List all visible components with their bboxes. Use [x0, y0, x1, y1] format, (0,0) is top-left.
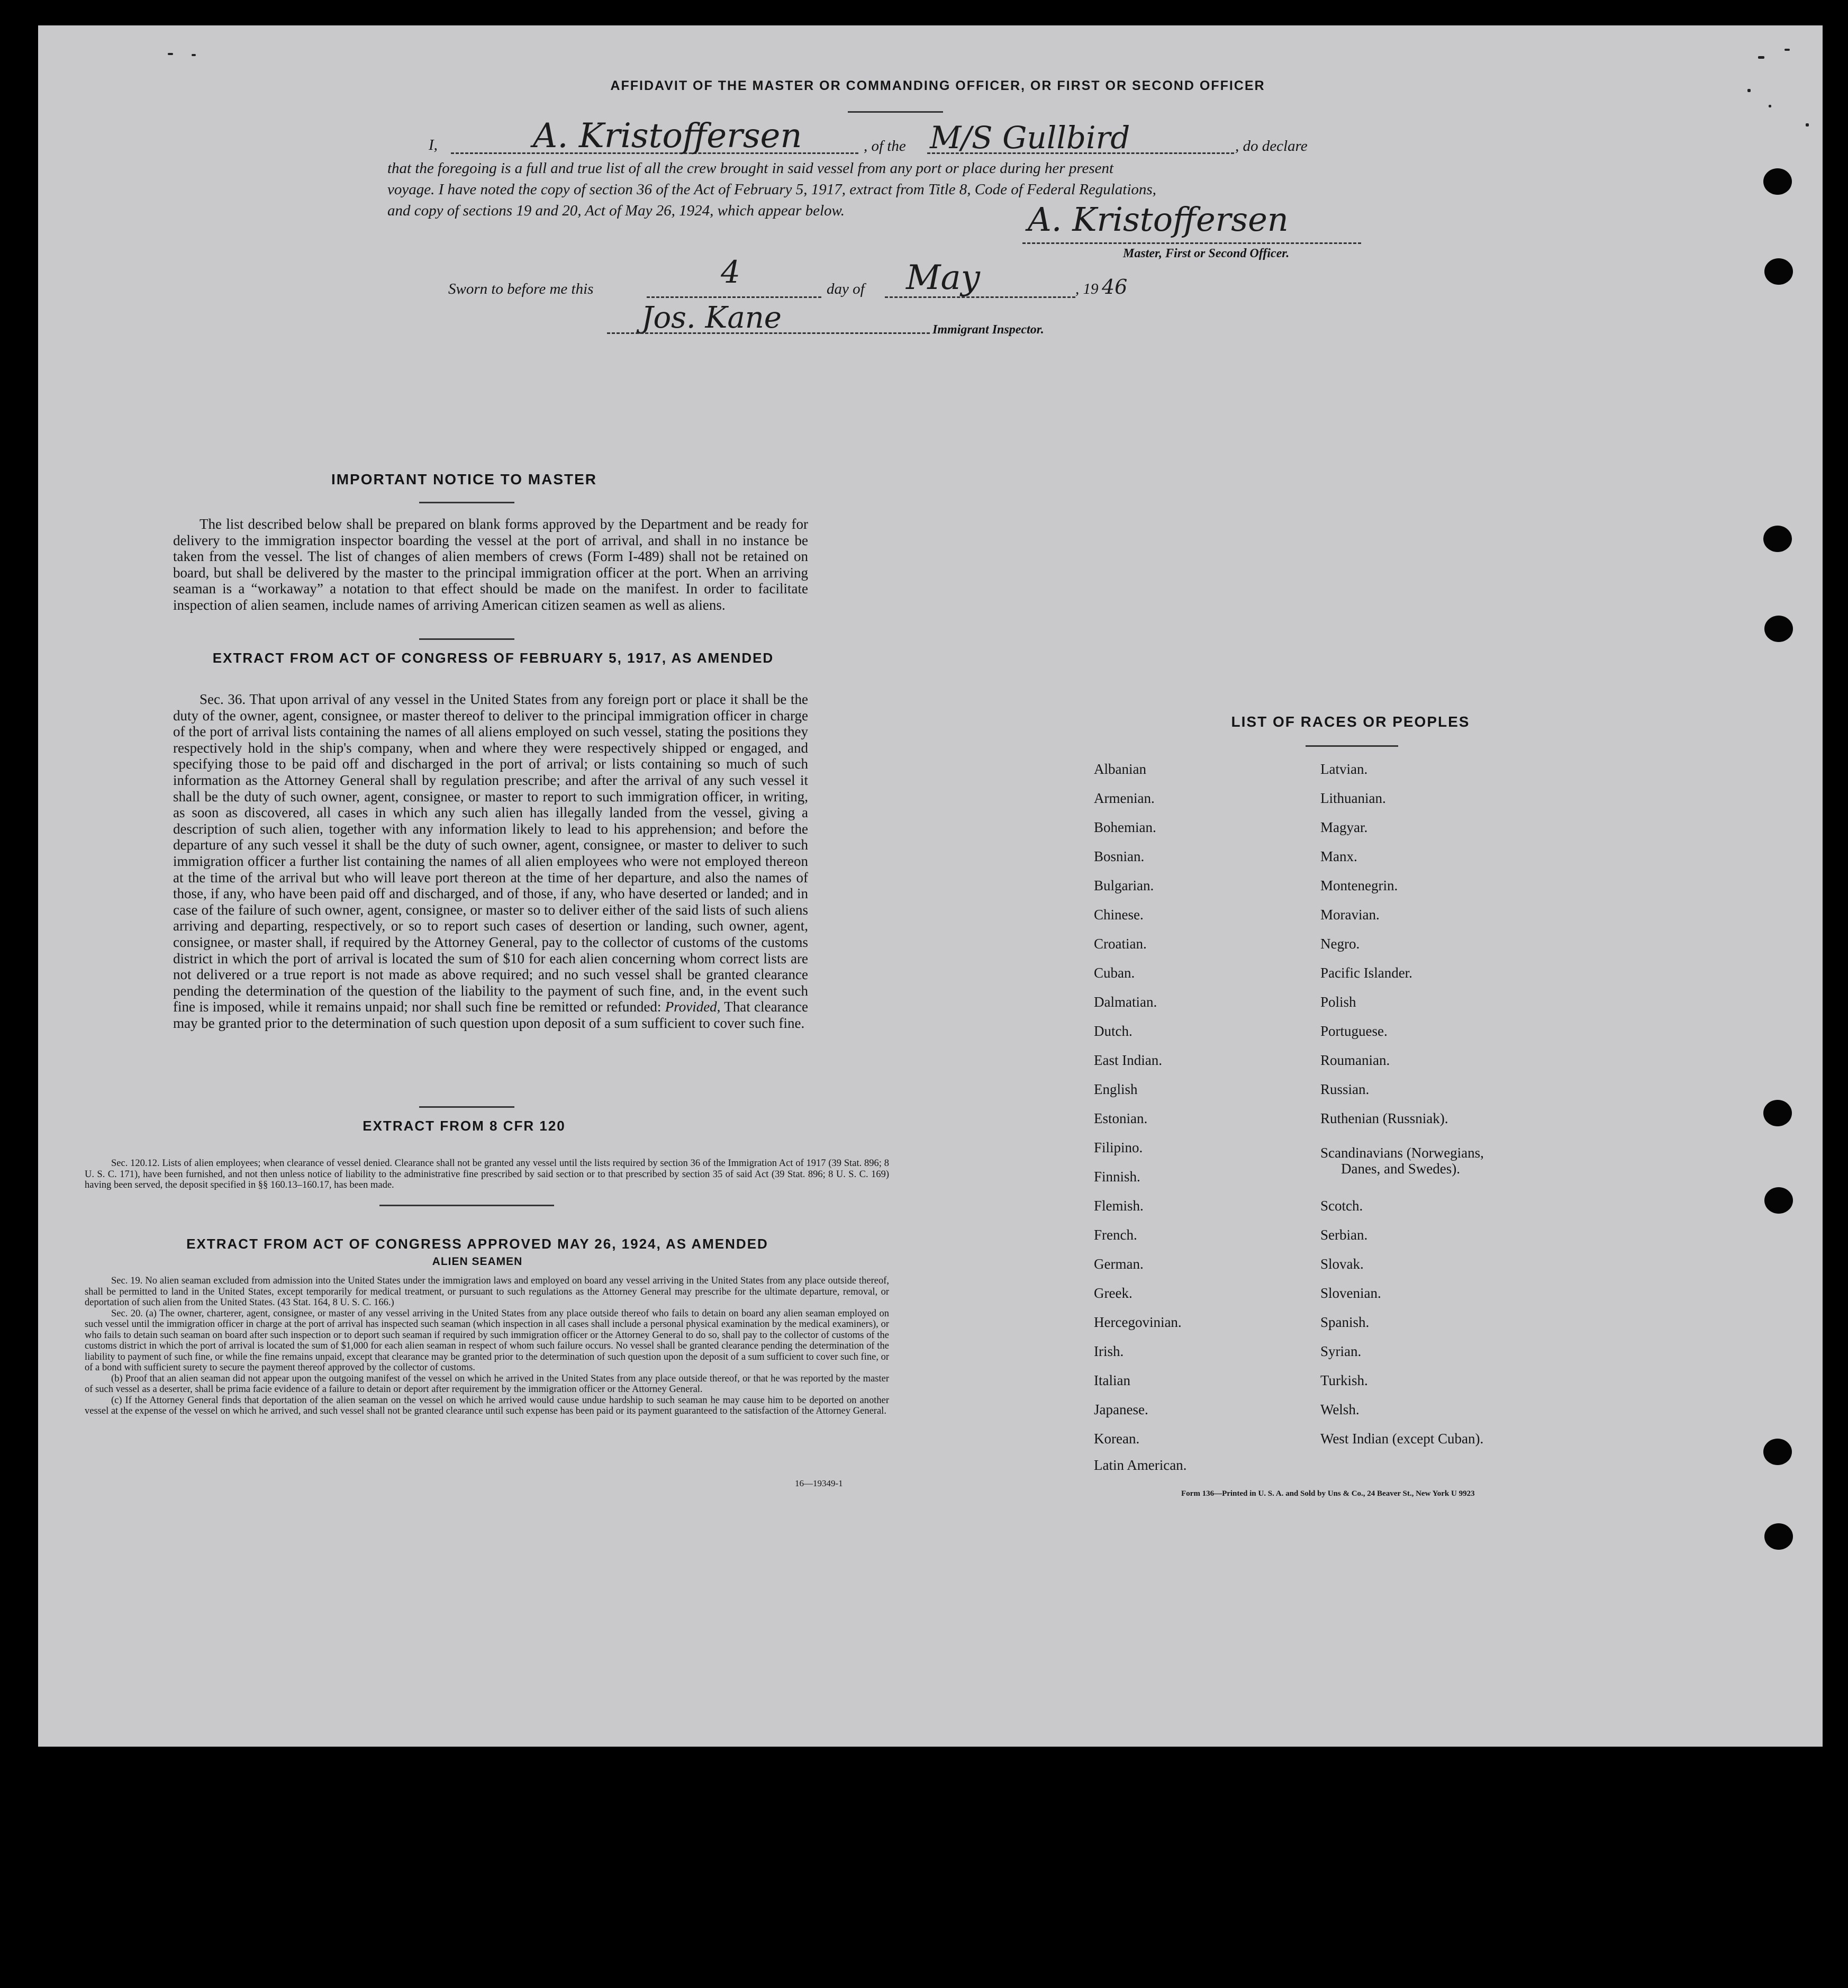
form-code: 16—19349-1 — [795, 1478, 843, 1488]
vessel-name: M/S Gullbird — [930, 120, 1130, 156]
race-right-item: Slovenian. — [1320, 1285, 1381, 1301]
inspector-line — [607, 332, 930, 334]
master-name-signature: A. Kristoffersen — [533, 116, 802, 156]
sec-20c-text: (c) If the Attorney General finds that deportation of the alien seaman on the vessel on which he arrived would cause undue hardship to such seaman he may cause him to be deported on another vessel at the expense of the vessel on which he arrived, and such vessel shall not be granted clearance until such expense has been paid or its payment guaranteed to the satisfaction of the Attorney General. — [85, 1395, 889, 1416]
race-left-item: Dalmatian. — [1094, 994, 1157, 1010]
sec-19-text — [85, 1276, 889, 1308]
statement-line-1: that the foregoing is a full and true list of all the crew brought in said vessel from any port or place during her present — [387, 160, 1114, 177]
notice-divider — [419, 502, 514, 503]
race-right-item: Ruthenian (Russniak). — [1320, 1110, 1448, 1126]
document-page — [38, 25, 1823, 1747]
cfr-end-divider — [379, 1205, 554, 1206]
of-the-label: , of the — [864, 138, 906, 155]
inspector-signature: Jos. Kane — [641, 301, 782, 335]
scan-speck — [192, 54, 196, 56]
year-suffix: 46 — [1102, 275, 1128, 299]
binder-hole — [1764, 1187, 1793, 1214]
race-right-item: Slovak. — [1320, 1256, 1364, 1272]
binder-hole — [1764, 1523, 1793, 1550]
race-left-item: Chinese. — [1094, 907, 1144, 923]
binder-hole — [1763, 526, 1792, 552]
statement-line-2: voyage. I have noted the copy of section 36 of the Act of February 5, 1917, extract from Title 8, Code of Federal Regulations, — [387, 181, 1156, 198]
race-left-item: German. — [1094, 1256, 1144, 1272]
race-right-item: Lithuanian. — [1320, 790, 1386, 806]
sec-20b-text: (b) Proof that an alien seaman did not appear upon the outgoing manifest of the vessel on which he arrived in the United States from any place outside thereof, or that he was reported by the master of such vessel as a deserter, shall be prima facie evidence of a failure to detain or deport after requirement by the immigration officer or the Attorney General. — [85, 1373, 889, 1395]
binder-hole — [1763, 168, 1792, 195]
notice-title: IMPORTANT NOTICE TO MASTER — [331, 471, 597, 487]
title-divider — [848, 111, 943, 113]
race-right-item: Magyar. — [1320, 819, 1368, 835]
printer-line: Form 136—Printed in U. S. A. and Sold by Uns & Co., 24 Beaver St., New York U 9923 — [1181, 1489, 1475, 1498]
sec-120-12-label: Sec. 120.12. — [111, 1158, 160, 1169]
scan-speck — [1747, 89, 1751, 92]
notice-text-block — [173, 516, 808, 613]
master-label: Master, First or Second Officer. — [1123, 247, 1290, 260]
race-left-item: Korean. — [1094, 1431, 1140, 1447]
races-title: LIST OF RACES OR PEOPLES — [1231, 713, 1470, 730]
race-right-item: Russian. — [1320, 1081, 1370, 1097]
sec-20-label: Sec. 20. — [111, 1308, 143, 1319]
sec-20a-body: (a) The owner, charterer, agent, consignee, or master of any vessel arriving in the United States from any place outside thereof who fails to detain on board any alien seaman employed on such vessel until the immigration officer in charge at the port of arrival has inspected such seaman (which inspection in all cases shall include a personal physical examination by the medical examiners), or who fails to detain such seaman on board after such inspection or to deport such seaman if required by such immigration officer or the Attorney General to do so, shall pay to the collector of customs of the customs district in which the port of arrival is located the sum of $1,000 for each alien seaman in respect of whom such failure occurs. No vessel shall be granted clearance pending the determination of the liability to payment of such fine, or while the fine remains unpaid, except that clearance may be granted prior to the determination of such question upon the deposit of a sum sufficient to cover such fine, or of a bond with sufficient surety to secure the payment thereof approved by the collector of customs. — [85, 1308, 889, 1373]
notice-end-divider — [419, 638, 514, 640]
cfr-text — [85, 1158, 889, 1191]
master-signature: A. Kristoffersen — [1028, 200, 1289, 239]
section-36-text-end: That clearance may be granted prior to the determination of such question upon deposit of a sum sufficient to cover such fine. — [173, 999, 809, 1031]
affidavit-title: AFFIDAVIT OF THE MASTER OR COMMANDING OFFICER, OR FIRST OR SECOND OFFICER — [610, 78, 1265, 93]
race-right-item: Welsh. — [1320, 1402, 1360, 1417]
scan-speck — [1784, 49, 1790, 51]
race-left-item: Armenian. — [1094, 790, 1155, 806]
section-36-label: Sec. 36. — [200, 691, 246, 707]
sworn-day: 4 — [721, 254, 740, 290]
race-left-item: Irish. — [1094, 1343, 1124, 1359]
race-right-item: Danes, and Swedes). — [1341, 1161, 1460, 1177]
binder-hole — [1763, 1100, 1792, 1126]
race-left-item: Bosnian. — [1094, 848, 1145, 864]
race-right-item: Polish — [1320, 994, 1356, 1010]
race-left-item: East Indian. — [1094, 1052, 1162, 1068]
inspector-label: Immigrant Inspector. — [932, 323, 1044, 337]
day-of-label: day of — [827, 281, 865, 297]
race-left-item: Greek. — [1094, 1285, 1133, 1301]
provided-label: Provided, — [665, 999, 721, 1015]
section-36-text: That upon arrival of any vessel in the United States from any foreign port or place it shall be the duty of the owner, agent, consignee, or master thereof to deliver to the principal immigration officer in charge of the port of arrival lists containing the names of all aliens employed on such vessel, stating the positions they respectively hold in the ship's company, when and where they were respectively shipped or engaged, and specifying those to be paid off and discharged in the port of arrival; or lists containing so much of such information as the Attorney General shall by regulation prescribe; and after the arrival of any such vessel it shall be the duty of such owner, agent, consignee, or master to report to such immigration officer, in writing, as soon as discovered, all cases in which any such alien has illegally landed from the vessel, giving a description of such alien, together with any information likely to lead to his apprehension; and before the departure of any such vessel it shall be the duty of such owner, agent, consignee, or master to deliver to such immigration officer a further list containing the names of all alien employees who were not employed thereon at the time of the arrival but who will leave port thereon at the time of her departure, and also the names of those, if any, who have been paid off and discharged, and of those, if any, who have deserted or landed; and in case of the failure of such owner, agent, consignee, or master so to deliver either of the said lists of such aliens arriving and departing, respectively, or so to report such cases of desertion or landing, such owner, agent, consignee, or master shall, if required by the Attorney General, pay to the collector of customs of the customs district in which the port of arrival is located the sum of $10 for each alien concerning whom correct lists are not delivered or a true report is not made as above required; and no such vessel shall be granted clearance pending the determination of the question of the liability to the payment of such fine, and, in the event such fine is imposed, while it remains unpaid; nor shall such fine be remitted or refunded: — [173, 691, 809, 1015]
extract-1924-title: EXTRACT FROM ACT OF CONGRESS APPROVED MAY 26, 1924, AS AMENDED — [186, 1236, 768, 1252]
sworn-month: May — [906, 258, 980, 297]
race-right-item: Serbian. — [1320, 1227, 1368, 1243]
sec-19-label: Sec. 19. — [111, 1276, 143, 1286]
race-left-item: Albanian — [1094, 761, 1146, 777]
race-left-item: Dutch. — [1094, 1023, 1133, 1039]
race-left-item: Flemish. — [1094, 1198, 1144, 1214]
race-right-item: Montenegrin. — [1320, 878, 1398, 893]
race-right-item: Roumanian. — [1320, 1052, 1390, 1068]
race-left-item: Cuban. — [1094, 965, 1135, 981]
scan-speck — [1806, 123, 1809, 126]
extract-1917-title: EXTRACT FROM ACT OF CONGRESS OF FEBRUARY 5, 1917, AS AMENDED — [212, 650, 774, 666]
race-right-item: Scotch. — [1320, 1198, 1363, 1214]
extract-1924-subtitle: ALIEN SEAMEN — [432, 1255, 523, 1268]
sec-120-12-text: Lists of alien employees; when clearance of vessel denied. Clearance shall not be granted any vessel until the lists required by section 36 of the Immigration Act of 1917 (39 Stat. 896; 8 U. S. C. 171), have been furnished, and not then unless notice of liability to the administrative fine prescribed by said section or to that prescribed by section 35 of said Act (39 Stat. 896; 8 U. S. C. 169) having been served, the deposit specified in §§ 160.13–160.17, has been made. — [85, 1158, 889, 1190]
race-right-item: Scandinavians (Norwegians, — [1320, 1145, 1484, 1161]
race-left-item: Estonian. — [1094, 1110, 1148, 1126]
binder-hole — [1764, 258, 1793, 285]
race-right-item: Latvian. — [1320, 761, 1368, 777]
scan-speck — [1769, 105, 1771, 107]
race-left-item: Croatian. — [1094, 936, 1147, 952]
master-signature-line — [1022, 242, 1361, 244]
extract-1917-text — [173, 691, 808, 1031]
race-left-item: Finnish. — [1094, 1169, 1140, 1185]
i-label: I, — [429, 137, 438, 153]
race-left-item: Italian — [1094, 1372, 1130, 1388]
scan-speck — [168, 53, 173, 55]
race-right-item: Turkish. — [1320, 1372, 1368, 1388]
race-right-item: Moravian. — [1320, 907, 1380, 923]
race-right-item: Negro. — [1320, 936, 1360, 952]
race-right-item: Spanish. — [1320, 1314, 1370, 1330]
sec-19-body: No alien seaman excluded from admission into the United States under the immigration laws and employed on board any vessel arriving in the United States from any place outside thereof, shall be permitted to land in the United States, except temporarily for medical treatment, or pursuant to such regulations as the Attorney General may prescribe for the ultimate departure, removal, or deportation of such alien from the United States. (43 Stat. 164, 8 U. S. C. 166.) — [85, 1276, 890, 1308]
year-prefix: , 19 — [1075, 281, 1099, 297]
cfr-title: EXTRACT FROM 8 CFR 120 — [363, 1118, 566, 1134]
race-left-item: Hercegovinian. — [1094, 1314, 1182, 1330]
race-left-item: Latin American. — [1094, 1457, 1187, 1473]
cfr-block — [85, 1158, 889, 1191]
race-left-item: Bohemian. — [1094, 819, 1156, 835]
declare-label: , do declare — [1235, 138, 1308, 155]
extract-1917-block — [173, 691, 808, 1031]
scan-speck — [1758, 56, 1764, 59]
sec-20a-text — [85, 1308, 889, 1373]
race-right-item: Manx. — [1320, 848, 1357, 864]
race-right-item: West Indian (except Cuban). — [1320, 1431, 1484, 1447]
day-line — [647, 296, 821, 298]
race-left-item: French. — [1094, 1227, 1137, 1243]
races-divider — [1306, 745, 1398, 747]
sworn-label: Sworn to before me this — [448, 281, 594, 297]
race-left-item: English — [1094, 1081, 1138, 1097]
race-left-item: Japanese. — [1094, 1402, 1148, 1417]
race-left-item: Bulgarian. — [1094, 878, 1154, 893]
1917-end-divider — [419, 1106, 514, 1108]
statement-line-3: and copy of sections 19 and 20, Act of May 26, 1924, which appear below. — [387, 202, 845, 219]
binder-hole — [1763, 1439, 1792, 1465]
notice-text: The list described below shall be prepared on blank forms approved by the Department and be ready for delivery to the immigration inspector boarding the vessel at the port of arrival, and shall in no instance be taken from the vessel. The list of changes of alien members of crews (Form I-489) shall not be retained on board, but shall be delivered by the master to the principal immigration officer at the port. When an arriving seaman is a “workaway” a notation to that effect should be made on the manifest. In order to facilitate inspection of alien seamen, include names of arriving American citizen seamen as well as aliens. — [173, 516, 808, 613]
binder-hole — [1764, 616, 1793, 642]
race-right-item: Portuguese. — [1320, 1023, 1388, 1039]
race-right-item: Syrian. — [1320, 1343, 1362, 1359]
race-left-item: Filipino. — [1094, 1140, 1143, 1155]
extract-1924-block — [85, 1276, 889, 1417]
race-right-item: Pacific Islander. — [1320, 965, 1412, 981]
